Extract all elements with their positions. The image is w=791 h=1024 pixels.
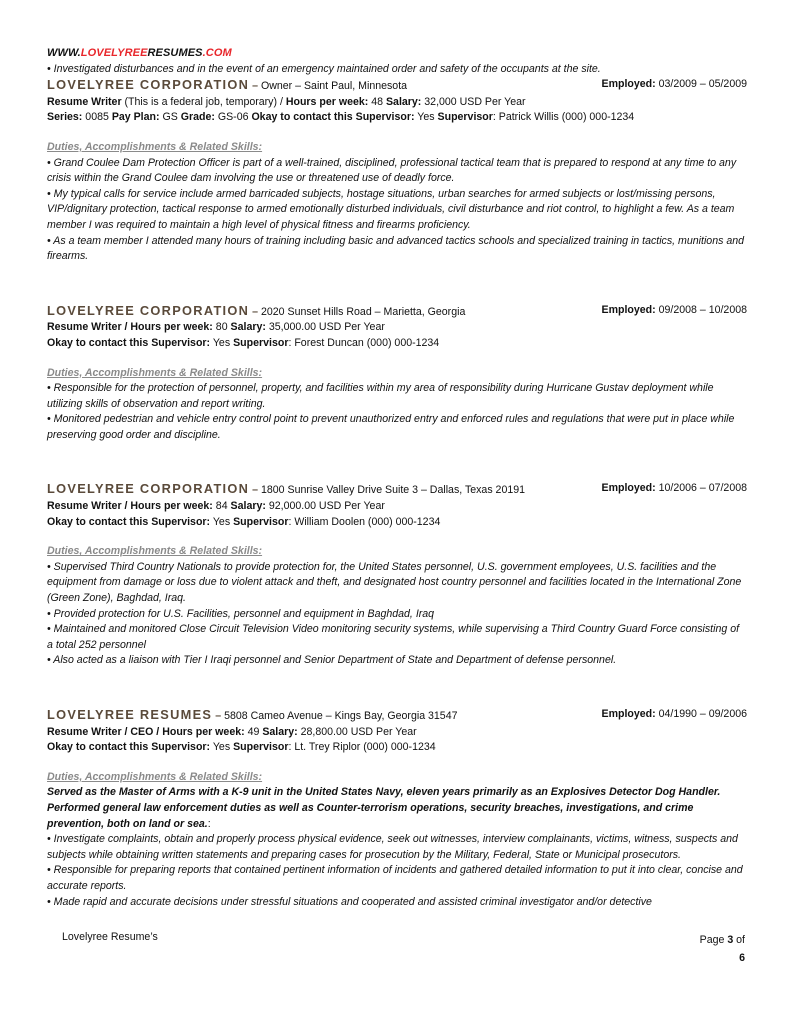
employment-dates xyxy=(602,481,747,497)
salary-value: 35,000.00 USD Per Year xyxy=(268,321,385,334)
duty-bullet: • Also acted as a liaison with Tier I Iraqi personnel and Senior Department of State and Department of defense personnel. xyxy=(47,654,617,667)
dash: – xyxy=(212,710,225,722)
duty-bullet: • Grand Coulee Dam Protection Officer is part of a well-trained, disciplined, professional tactical team that is prepared to respond at any time to any crisis within the Grand Coulee dam involving the use or threatened use of deadly force. xyxy=(47,156,737,185)
page-number xyxy=(700,931,745,967)
pay-plan-value: GS xyxy=(162,111,178,124)
okay-contact-label: Okay to contact this Supervisor: xyxy=(47,741,211,754)
employed-label: Employed: xyxy=(601,78,656,91)
series-label: Series: xyxy=(47,111,83,124)
page-of: of xyxy=(733,934,745,946)
employed-label: Employed: xyxy=(601,482,656,495)
resume-page xyxy=(47,46,747,910)
supervisor-value: Forest Duncan (000) 000-1234 xyxy=(294,336,440,349)
salary-value: 32,000 USD Per Year xyxy=(424,95,526,108)
pay-plan-label: Pay Plan: xyxy=(111,111,160,124)
company-name: LOVELYREE RESUMES xyxy=(47,707,213,722)
duties-heading: Duties, Accomplishments & Related Skills: xyxy=(47,366,263,379)
okay-contact-label: Okay to contact this Supervisor: xyxy=(251,111,415,124)
hours-label: Hours per week: xyxy=(162,725,245,738)
job-supervisor-line: Okay to contact this Supervisor: Yes Supervisor: Lt. Trey Riplor (000) 000-1234 xyxy=(47,741,436,754)
website-link[interactable] xyxy=(47,46,747,62)
page-prefix: Page xyxy=(699,934,728,946)
job-location: Owner – Saint Paul, Minnesota xyxy=(261,80,408,93)
job-location: 5808 Cameo Avenue – Kings Bay, Georgia 31547 xyxy=(224,710,458,722)
salary-label: Salary: xyxy=(262,725,298,738)
supervisor-value: William Doolen (000) 000-1234 xyxy=(294,515,441,528)
job-entry xyxy=(47,303,747,444)
grade-label: Grade: xyxy=(180,111,215,124)
job-details xyxy=(47,320,747,336)
job-entry xyxy=(47,481,747,669)
employed-value: 04/1990 – 09/2006 xyxy=(658,708,747,720)
job-title: Resume Writer / CEO / xyxy=(47,725,163,738)
supervisor-value: Lt. Trey Riplor (000) 000-1234 xyxy=(294,741,436,754)
dash: – xyxy=(249,80,261,93)
duty-bullet: • Responsible for preparing reports that contained pertinent information of incidents and gathered detailed information to put it into clear, concise and accurate reports. xyxy=(47,864,743,892)
duty-bullet: • Supervised Third Country Nationals to provide protection for, the United States personnel, U.S. government employees, U.S. facilities and the equipment from damage or loss due to violent attack and theft, and designated host country personnel and facilities located in the International Zone (Green Zone), Baghdad, Iraq. xyxy=(47,560,742,605)
hours-label: Hours per week: xyxy=(285,95,369,108)
hours-value: 49 xyxy=(247,725,260,738)
okay-contact-value: Yes xyxy=(212,515,231,528)
supervisor-label: Supervisor xyxy=(233,515,289,528)
duties-heading: Duties, Accomplishments & Related Skills: xyxy=(47,770,263,783)
salary-value: 28,800.00 USD Per Year xyxy=(300,725,417,738)
job-location: 2020 Sunset Hills Road – Marietta, Georgia xyxy=(261,305,466,318)
job-supervisor-line: Okay to contact this Supervisor: Yes Supervisor: William Doolen (000) 000-1234 xyxy=(47,515,441,528)
dash: – xyxy=(249,305,261,318)
series-value: 0085 xyxy=(85,111,109,124)
company-name: LOVELYREE CORPORATION xyxy=(47,481,250,497)
duty-bullet: • My typical calls for service include armed barricaded subjects, hostage situations, urban searches for armed subjects or lost/missing persons, VIP/dignitary protection, tactical response to armed emotionally disturbed individuals, civil disturbance and riot control, to highlight a few. As a team member I was required to maintain a high level of physical fitness and firearms proficiency. xyxy=(47,187,735,231)
duty-bullet: • Responsible for the protection of personnel, property, and facilities within my area of responsibility during Hurricane Gustav deployment while utilizing skills of observation and report writing. xyxy=(47,382,714,410)
okay-contact-value: Yes xyxy=(212,336,231,349)
supervisor-value: Patrick Willis (000) 000-1234 xyxy=(498,111,635,124)
job-details xyxy=(47,725,747,741)
job-title: Resume Writer xyxy=(47,95,122,108)
employment-dates xyxy=(602,303,747,319)
page-total: 6 xyxy=(739,952,745,964)
summary-tail: : xyxy=(207,817,211,830)
duty-bullet: • Made rapid and accurate decisions under stressful situations and cooperated and assisted criminal investigator and/or detective xyxy=(47,895,652,908)
duty-bullet: • Monitored pedestrian and vehicle entry control point to prevent unauthorized entry and enforced rules and regulations that were put in place while preserving good order and discipline. xyxy=(47,413,735,441)
job-supervisor-line: Okay to contact this Supervisor: Yes Supervisor: Forest Duncan (000) 000-1234 xyxy=(47,336,440,349)
summary-text: Served as the Master of Arms with a K-9 unit in the United States Navy, eleven years primarily as an Explosives Detector Dog Handler. Performed general law enforcement duties as well as Counter-terrorism operations, security breaches, investigations, and crime prevention, both on land or sea. xyxy=(47,786,721,830)
duties-heading: Duties, Accomplishments & Related Skills: xyxy=(47,140,263,153)
supervisor-label: Supervisor xyxy=(233,741,289,754)
job-title-note: (This is a federal job, temporary) / xyxy=(121,95,286,108)
carryover-bullet: • Investigated disturbances and in the event of an emergency maintained order and safety of the occupants at the site. xyxy=(47,62,601,75)
okay-contact-label: Okay to contact this Supervisor: xyxy=(47,515,211,528)
duty-bullet: • Investigate complaints, obtain and properly process physical evidence, seek out witnesses, interview complainants, victims, witness, suspects and subjects while obtaining written statements and preparing cases for prosecution by the Military, Federal, State or Municipal prosecutors. xyxy=(47,833,738,861)
site-brand: LOVELYREE xyxy=(80,47,148,59)
job-title: Resume Writer / xyxy=(47,321,131,334)
duty-bullet: • Provided protection for U.S. Facilities, personnel and equipment in Baghdad, Iraq xyxy=(47,607,435,620)
employed-label: Employed: xyxy=(601,708,656,720)
job-header xyxy=(47,77,747,95)
company-name: LOVELYREE CORPORATION xyxy=(47,77,250,93)
duties-heading: Duties, Accomplishments & Related Skills: xyxy=(47,545,263,558)
duty-bullet: • Maintained and monitored Close Circuit Television Video monitoring security systems, while supervising a Third Country Guard Force consisting of a total 252 personnel xyxy=(47,623,740,651)
salary-label: Salary: xyxy=(230,321,266,334)
job-title: Resume Writer / xyxy=(47,500,131,513)
hours-value: 84 xyxy=(215,500,228,513)
okay-contact-label: Okay to contact this Supervisor: xyxy=(47,336,211,349)
okay-contact-value: Yes xyxy=(417,111,435,124)
hours-label: Hours per week: xyxy=(130,321,213,334)
job-header xyxy=(47,303,747,321)
employment-dates xyxy=(602,707,747,723)
site-middle: RESUMES xyxy=(147,47,203,59)
dash: – xyxy=(249,484,261,497)
job-location: 1800 Sunrise Valley Drive Suite 3 – Dallas, Texas 20191 xyxy=(261,484,526,497)
job-details xyxy=(47,95,747,111)
site-suffix: .COM xyxy=(202,47,232,59)
site-prefix: WWW. xyxy=(47,47,81,59)
job-details xyxy=(47,499,747,515)
job-header xyxy=(47,481,747,499)
job-header xyxy=(47,707,747,725)
employed-label: Employed: xyxy=(601,303,656,316)
salary-value: 92,000.00 USD Per Year xyxy=(268,500,385,513)
hours-value: 48 xyxy=(371,95,384,108)
job-supervisor-line: Series: 0085 Pay Plan: GS Grade: GS-06 Okay to contact this Supervisor: Yes Supervisor: Patrick Willis (000) 000-1234 xyxy=(47,111,635,124)
footer-title: Lovelyree Resume’s xyxy=(62,931,158,943)
supervisor-label: Supervisor xyxy=(437,111,493,124)
job-entry xyxy=(47,77,747,265)
salary-label: Salary: xyxy=(385,95,422,108)
okay-contact-value: Yes xyxy=(212,741,231,754)
duty-bullet: • As a team member I attended many hours of training including basic and advanced tactics schools and specialized training in tactics, munitions and firearms. xyxy=(47,234,744,263)
job-summary xyxy=(47,785,747,832)
company-name: LOVELYREE CORPORATION xyxy=(47,302,250,318)
employed-value: 10/2006 – 07/2008 xyxy=(658,482,747,495)
employed-value: 03/2009 – 05/2009 xyxy=(658,78,747,91)
employment-dates xyxy=(602,77,747,93)
salary-label: Salary: xyxy=(230,500,266,513)
supervisor-label: Supervisor xyxy=(233,336,289,349)
page-current: 3 xyxy=(727,934,734,946)
grade-value: GS-06 xyxy=(217,111,249,124)
employed-value: 09/2008 – 10/2008 xyxy=(658,303,747,316)
hours-label: Hours per week: xyxy=(130,500,213,513)
hours-value: 80 xyxy=(215,321,228,334)
job-entry xyxy=(47,707,747,910)
